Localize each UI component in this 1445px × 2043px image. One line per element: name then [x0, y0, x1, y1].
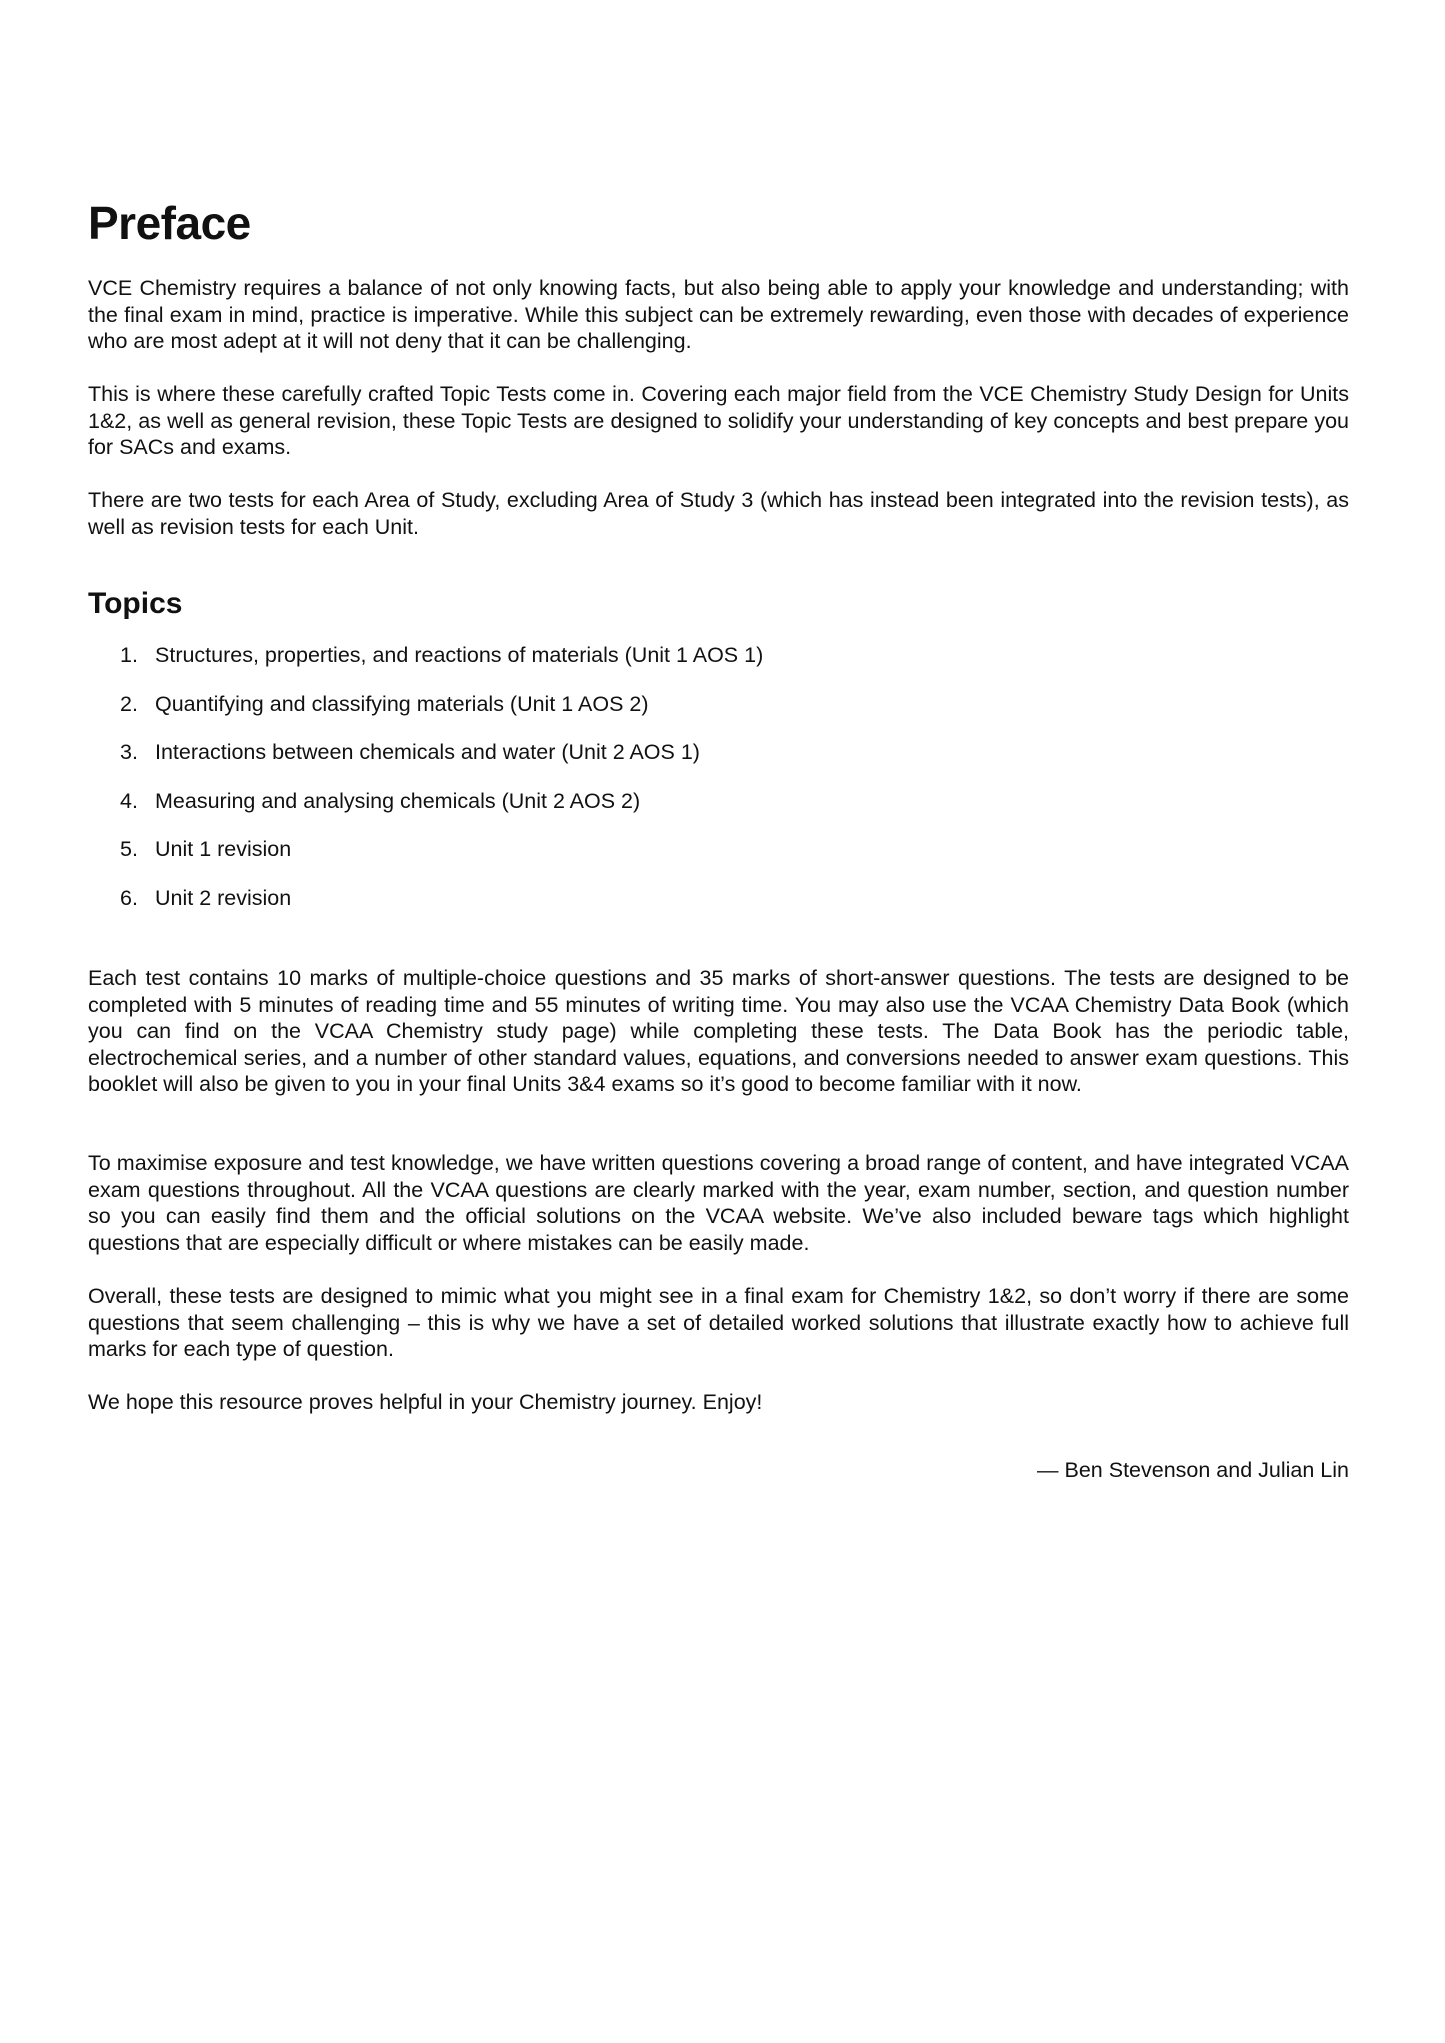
- body-paragraph: We hope this resource proves helpful in your Chemistry journey. Enjoy!: [88, 1390, 763, 1414]
- body-paragraph: Overall, these tests are designed to mimic what you might see in a final exam for Chemistry 1&2, so don’t worry if there are some questions that seem challenging – this is why we have a set of detailed worked solutions that illustrate exactly how to achieve full marks for each type of question.: [88, 1284, 1349, 1362]
- topic-text: Unit 1 revision: [155, 837, 292, 862]
- topic-text: Quantifying and classifying materials (Unit 1 AOS 2): [155, 691, 649, 716]
- topic-number: 1.: [120, 643, 138, 667]
- topic-number: 6.: [120, 885, 138, 910]
- page-title: Preface: [88, 197, 251, 249]
- intro-paragraph: This is where these carefully crafted Topic Tests come in. Covering each major field from the VCE Chemistry Study Design for Units 1&2, as well as general revision, these Topic Tests are designed to solidify your understanding of key concepts and best prepare you for SACs and exams.: [88, 382, 1349, 460]
- topic-text: Interactions between chemicals and water (Unit 2 AOS 1): [155, 740, 700, 765]
- topic-text: Measuring and analysing chemicals (Unit 2 AOS 2): [155, 788, 641, 813]
- signature: — Ben Stevenson and Julian Lin: [1037, 1458, 1349, 1482]
- list-item: [88, 836, 1088, 885]
- intro-paragraph: VCE Chemistry requires a balance of not only knowing facts, but also being able to apply your knowledge and understanding; with the final exam in mind, practice is imperative. While this subject can be extremely rewarding, even those with decades of experience who are most adept at it will not deny that it can be challenging.: [88, 276, 1349, 354]
- intro-paragraph: There are two tests for each Area of Study, excluding Area of Study 3 (which has instead been integrated into the revision tests), as well as revision tests for each Unit.: [88, 488, 1349, 539]
- list-item: [88, 642, 1088, 691]
- topics-list: [88, 642, 1088, 934]
- body-paragraph: To maximise exposure and test knowledge, we have written questions covering a broad range of content, and have integrated VCAA exam questions throughout. All the VCAA questions are clearly marked with the year, exam number, section, and question number so you can easily find them and the official solutions on the VCAA website. We’ve also included beware tags which highlight questions that are especially difficult or where mistakes can be easily made.: [88, 1151, 1349, 1255]
- list-item: [88, 885, 1088, 934]
- topic-text: Structures, properties, and reactions of materials (Unit 1 AOS 1): [155, 643, 764, 667]
- topic-text: Unit 2 revision: [155, 885, 292, 910]
- list-item: [88, 691, 1088, 740]
- topic-number: 4.: [120, 788, 138, 813]
- list-item: [88, 739, 1088, 788]
- body-paragraph: Each test contains 10 marks of multiple-choice questions and 35 marks of short-answer questions. The tests are designed to be completed with 5 minutes of reading time and 55 minutes of writing time. You may also use the VCAA Chemistry Data Book (which you can find on the VCAA Chemistry study page) while completing these tests. The Data Book has the periodic table, electrochemical series, and a number of other standard values, equations, and conversions needed to answer exam questions. This booklet will also be given to you in your final Units 3&4 exams so it’s good to become familiar with it now.: [88, 966, 1349, 1097]
- topic-number: 3.: [120, 740, 138, 765]
- topics-heading: Topics: [88, 587, 183, 620]
- list-item: [88, 788, 1088, 837]
- topic-number: 2.: [120, 691, 138, 716]
- topic-number: 5.: [120, 837, 138, 862]
